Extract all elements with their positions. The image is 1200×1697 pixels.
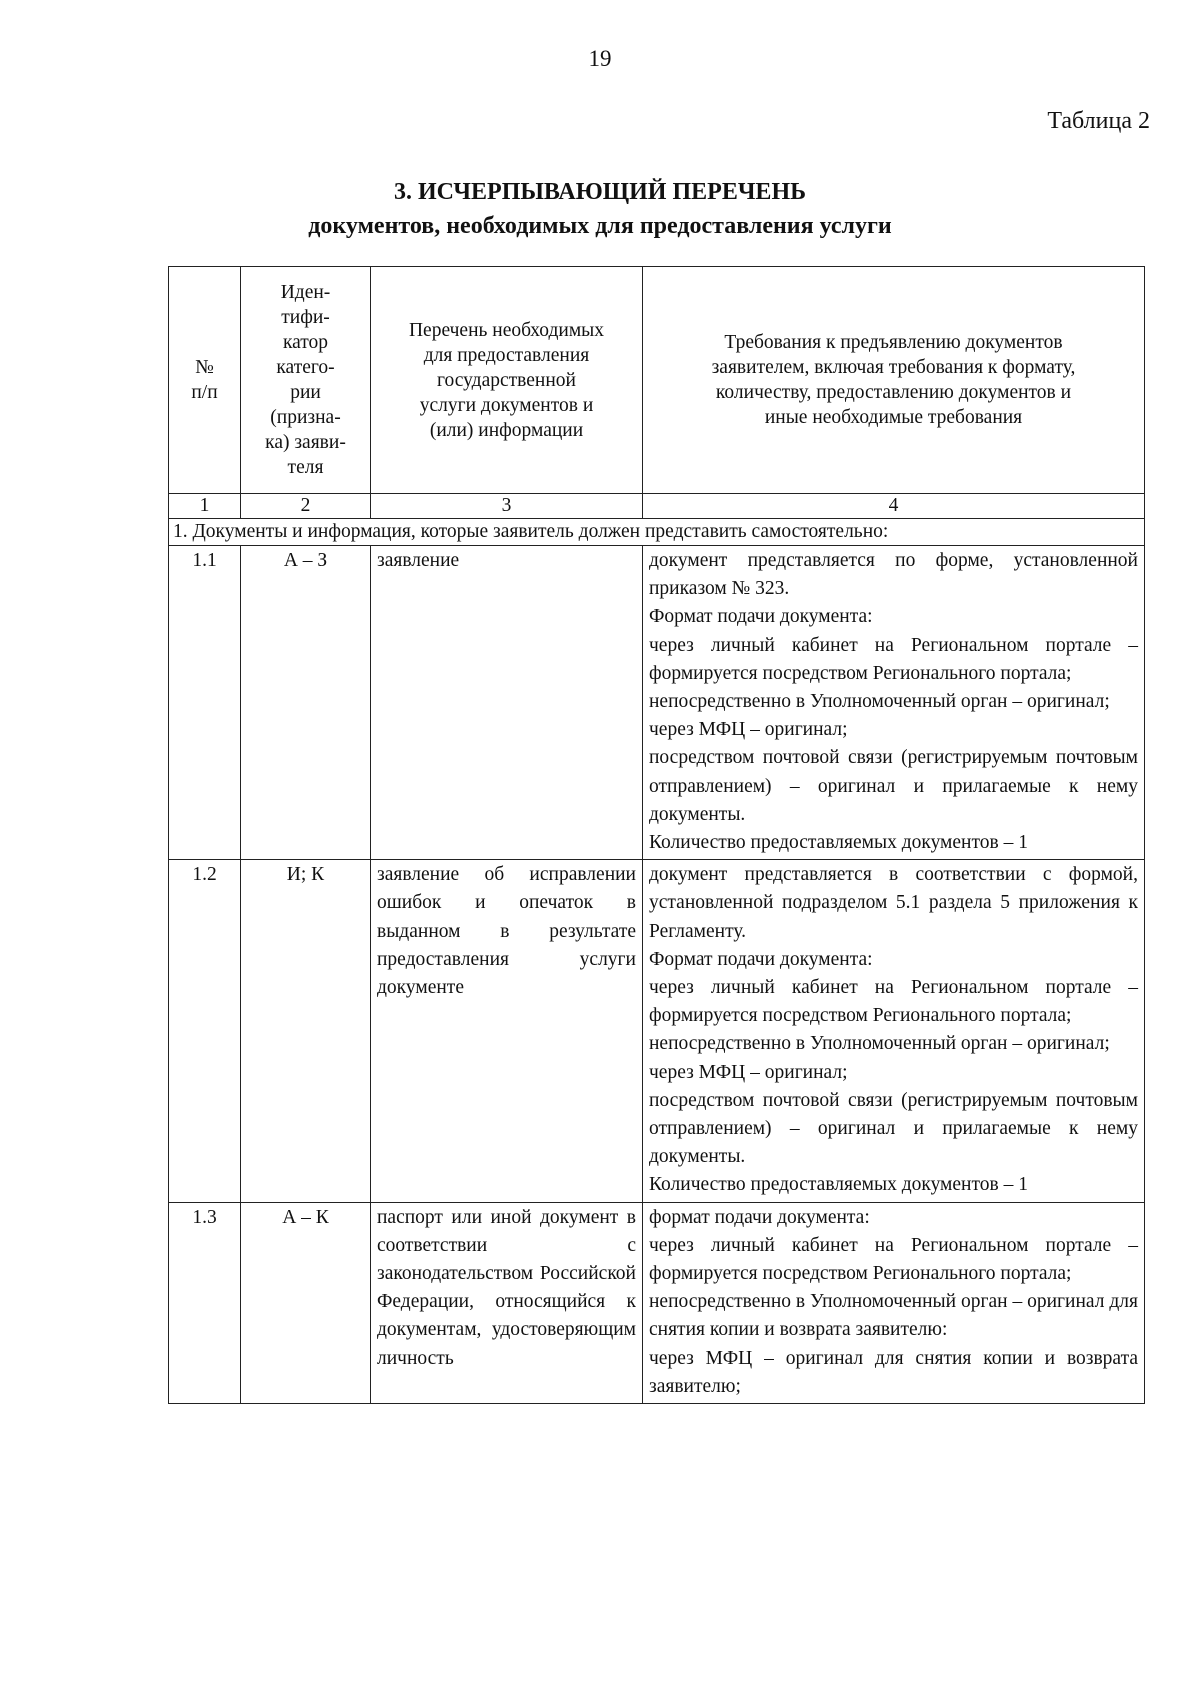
section-row	[169, 519, 1145, 546]
title-line-2: документов, необходимых для предоставления услуги	[308, 213, 892, 239]
row-number: 1.3	[169, 1202, 241, 1403]
requirement-line: Формат подачи документа:	[649, 948, 873, 970]
column-number: 3	[371, 494, 643, 519]
header-documents	[371, 267, 643, 494]
row-identifier: И; К	[241, 860, 371, 1202]
requirement-line: Формат подачи документа:	[649, 606, 873, 628]
header-identifier-line: катего-	[276, 357, 335, 378]
requirement-line: через личный кабинет на Региональном портале – формируется посредством Регионального портала;	[649, 1234, 1138, 1285]
column-numbers-row	[169, 494, 1145, 519]
header-documents-line: государственной	[437, 369, 576, 391]
row-document: заявление об исправлении ошибок и опечаток в выданном в результате предоставления услуги документе	[371, 860, 643, 1202]
header-identifier-line: тифи-	[281, 307, 330, 328]
header-identifier-line: ка) заяви-	[265, 432, 346, 453]
documents-table-wrapper	[168, 266, 1144, 1404]
requirement-line: формат подачи документа:	[649, 1206, 870, 1228]
requirement-line: непосредственно в Уполномоченный орган – оригинал;	[649, 1033, 1110, 1055]
row-requirements	[643, 1202, 1145, 1403]
table-row	[169, 1202, 1145, 1403]
header-number-line: №	[195, 357, 214, 378]
table-row	[169, 860, 1145, 1202]
row-number: 1.1	[169, 546, 241, 860]
header-documents-line: (или) информации	[429, 419, 584, 441]
requirement-line: документ представляется по форме, установленной приказом № 323.	[649, 550, 1138, 600]
header-identifier	[241, 267, 371, 494]
row-document: паспорт или иной документ в соответствии с законодательством Российской Федерации, относящийся к документам, удостоверяющим личность	[371, 1202, 643, 1403]
row-requirements	[643, 546, 1145, 860]
row-number: 1.2	[169, 860, 241, 1202]
header-number-line: п/п	[191, 382, 218, 403]
header-documents-line: для предоставления	[423, 344, 590, 366]
header-requirements-line: Требования к предъявлению документов	[724, 332, 1063, 353]
header-requirements-line: количеству, предоставлению документов и	[715, 382, 1072, 403]
row-requirements	[643, 860, 1145, 1202]
header-documents-line: Перечень необходимых	[408, 319, 605, 341]
requirement-line: посредством почтовой связи (регистрируемым почтовым отправлением) – оригинал и прилагаемые к нему документы.	[649, 1089, 1138, 1168]
requirement-line: Количество предоставляемых документов – 1	[649, 832, 1028, 854]
table-label: Таблица 2	[1047, 108, 1150, 134]
header-identifier-line: (призна-	[270, 407, 341, 428]
header-identifier-line: Иден-	[280, 282, 331, 303]
title-line-1: 3. ИСЧЕРПЫВАЮЩИЙ ПЕРЕЧЕНЬ	[394, 179, 806, 205]
column-number: 1	[169, 494, 241, 519]
header-requirements-line: заявителем, включая требования к формату,	[711, 357, 1076, 378]
header-identifier-line: катор	[282, 332, 329, 353]
column-number: 2	[241, 494, 371, 519]
header-number	[169, 267, 241, 494]
column-number: 4	[643, 494, 1145, 519]
documents-table	[168, 266, 1145, 1404]
section-heading: 1. Документы и информация, которые заявитель должен представить самостоятельно:	[169, 519, 1145, 546]
header-identifier-line: рии	[290, 382, 321, 403]
requirement-line: посредством почтовой связи (регистрируемым почтовым отправлением) – оригинал и прилагаемые к нему документы.	[649, 747, 1138, 825]
header-requirements-line: иные необходимые требования	[764, 407, 1023, 428]
requirement-line: через личный кабинет на Региональном портале – формируется посредством Регионального портала;	[649, 977, 1138, 1027]
row-identifier: А – К	[241, 1202, 371, 1403]
table-header-row	[169, 267, 1145, 494]
requirement-line: документ представляется в соответствии с формой, установленной подразделом 5.1 раздела 5 приложения к Регламенту.	[649, 864, 1138, 942]
table-row	[169, 546, 1145, 860]
requirement-line: через МФЦ – оригинал;	[649, 1061, 848, 1083]
row-identifier: А – З	[241, 546, 371, 860]
section-title	[0, 175, 1200, 243]
requirement-line: через МФЦ – оригинал;	[649, 719, 848, 741]
requirement-line: через личный кабинет на Региональном портале – формируется посредством Регионального портала;	[649, 634, 1138, 684]
header-requirements	[643, 267, 1145, 494]
requirement-line: через МФЦ – оригинал для снятия копии и возврата заявителю;	[649, 1347, 1138, 1397]
page-number: 19	[588, 46, 612, 71]
header-documents-line: услуги документов и	[419, 394, 594, 416]
requirement-line: непосредственно в Уполномоченный орган – оригинал для снятия копии и возврата заявителю:	[649, 1291, 1138, 1341]
header-identifier-line: теля	[287, 457, 324, 478]
requirement-line: непосредственно в Уполномоченный орган – оригинал;	[649, 691, 1110, 713]
requirement-line: Количество предоставляемых документов – 1	[649, 1174, 1028, 1196]
row-document: заявление	[371, 546, 643, 860]
